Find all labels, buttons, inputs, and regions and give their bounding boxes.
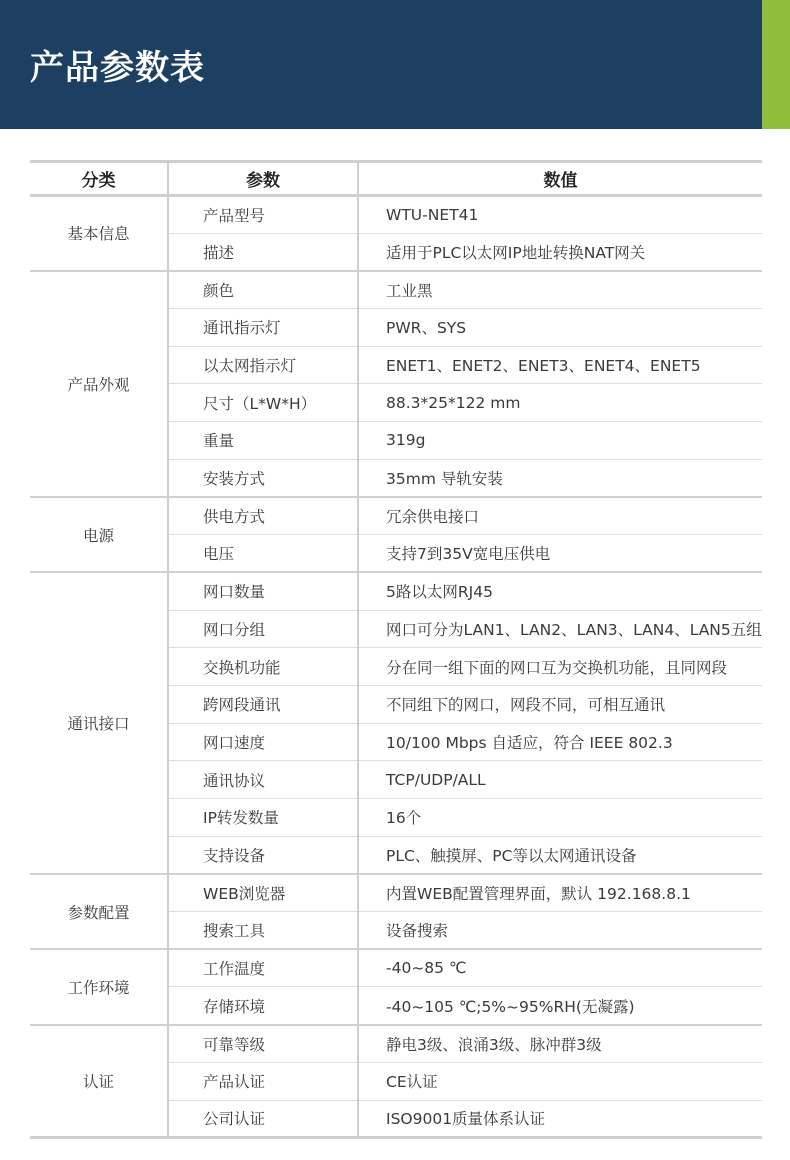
category-cell: 电源	[30, 497, 168, 572]
value-cell: 支持7到35V宽电压供电	[358, 535, 762, 573]
page-title: 产品参数表	[30, 48, 205, 88]
value-cell: 静电3级、浪涌3级、脉冲群3级	[358, 1025, 762, 1063]
table-row	[30, 497, 762, 535]
parameter-cell: 搜索工具	[168, 912, 358, 950]
value-cell: 10/100 Mbps 自适应，符合 IEEE 802.3	[358, 723, 762, 761]
value-cell: -40~85 ℃	[358, 949, 762, 987]
parameter-cell: 颜色	[168, 271, 358, 309]
value-cell: 工业黑	[358, 271, 762, 309]
parameter-cell: 通讯协议	[168, 761, 358, 799]
parameter-cell: 以太网指示灯	[168, 346, 358, 384]
parameter-cell: WEB浏览器	[168, 874, 358, 912]
parameter-cell: 工作温度	[168, 949, 358, 987]
value-cell: 分在同一组下面的网口互为交换机功能，且同网段	[358, 648, 762, 686]
parameter-cell: 支持设备	[168, 836, 358, 874]
column-header-parameter: 参数	[168, 162, 358, 196]
parameter-cell: 可靠等级	[168, 1025, 358, 1063]
category-cell: 通讯接口	[30, 572, 168, 874]
accent-bar	[762, 0, 790, 129]
parameter-cell: 安装方式	[168, 459, 358, 497]
parameter-cell: 供电方式	[168, 497, 358, 535]
column-header-category: 分类	[30, 162, 168, 196]
table-row	[30, 196, 762, 234]
category-cell: 基本信息	[30, 196, 168, 271]
table-row	[30, 572, 762, 610]
table-row	[30, 271, 762, 309]
parameter-cell: 网口速度	[168, 723, 358, 761]
header-banner	[0, 0, 790, 129]
value-cell: -40~105 ℃;5%~95%RH(无凝露)	[358, 987, 762, 1025]
parameter-cell: 通讯指示灯	[168, 309, 358, 347]
value-cell: 不同组下的网口，网段不同，可相互通讯	[358, 685, 762, 723]
value-cell: CE认证	[358, 1062, 762, 1100]
parameter-cell: 描述	[168, 233, 358, 271]
value-cell: PLC、触摸屏、PC等以太网通讯设备	[358, 836, 762, 874]
value-cell: ENET1、ENET2、ENET3、ENET4、ENET5	[358, 346, 762, 384]
value-cell: ISO9001质量体系认证	[358, 1100, 762, 1138]
column-header-value: 数值	[358, 162, 762, 196]
parameter-cell: 电压	[168, 535, 358, 573]
parameter-cell: 存储环境	[168, 987, 358, 1025]
parameter-cell: 尺寸（L*W*H）	[168, 384, 358, 422]
parameter-cell: 重量	[168, 422, 358, 460]
value-cell: 35mm 导轨安装	[358, 459, 762, 497]
table-row	[30, 949, 762, 987]
value-cell: 内置WEB配置管理界面，默认 192.168.8.1	[358, 874, 762, 912]
category-cell: 工作环境	[30, 949, 168, 1024]
value-cell: 88.3*25*122 mm	[358, 384, 762, 422]
value-cell: TCP/UDP/ALL	[358, 761, 762, 799]
value-cell: 适用于PLC以太网IP地址转换NAT网关	[358, 233, 762, 271]
category-cell: 认证	[30, 1025, 168, 1138]
value-cell: WTU-NET41	[358, 196, 762, 234]
parameter-cell: 交换机功能	[168, 648, 358, 686]
value-cell: 网口可分为LAN1、LAN2、LAN3、LAN4、LAN5五组	[358, 610, 762, 648]
spec-table	[30, 160, 762, 1139]
parameter-cell: IP转发数量	[168, 799, 358, 837]
parameter-cell: 跨网段通讯	[168, 685, 358, 723]
parameter-cell: 网口数量	[168, 572, 358, 610]
spec-table-container	[30, 160, 762, 1139]
table-header-row	[30, 162, 762, 196]
value-cell: 16个	[358, 799, 762, 837]
table-body	[30, 196, 762, 1138]
value-cell: 5路以太网RJ45	[358, 572, 762, 610]
value-cell: PWR、SYS	[358, 309, 762, 347]
table-row	[30, 1025, 762, 1063]
parameter-cell: 公司认证	[168, 1100, 358, 1138]
value-cell: 319g	[358, 422, 762, 460]
parameter-cell: 产品型号	[168, 196, 358, 234]
category-cell: 参数配置	[30, 874, 168, 949]
value-cell: 冗余供电接口	[358, 497, 762, 535]
category-cell: 产品外观	[30, 271, 168, 497]
value-cell: 设备搜索	[358, 912, 762, 950]
table-row	[30, 874, 762, 912]
parameter-cell: 产品认证	[168, 1062, 358, 1100]
parameter-cell: 网口分组	[168, 610, 358, 648]
